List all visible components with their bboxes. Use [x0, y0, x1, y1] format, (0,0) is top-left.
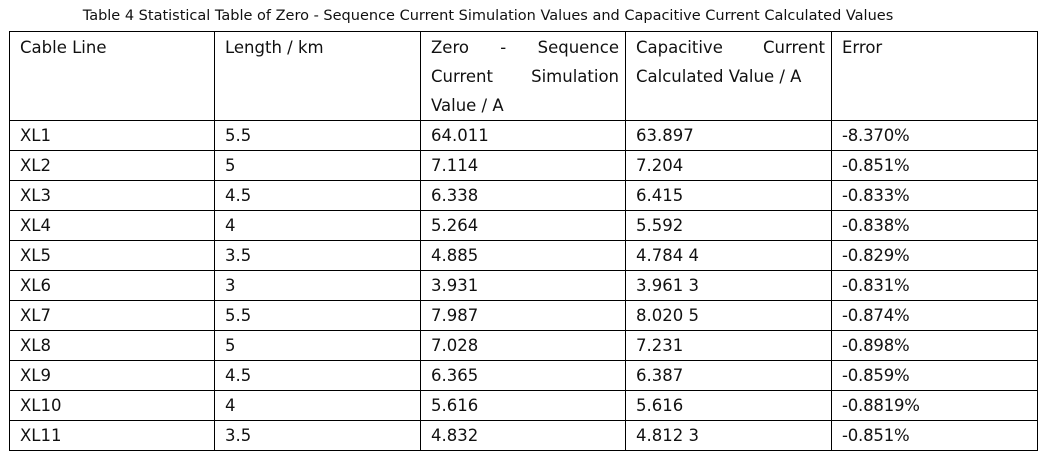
cell-calculated-value: 3.961 3: [626, 271, 832, 301]
cell-simulation-value: 5.264: [421, 211, 626, 241]
cell-cable-line: XL10: [10, 391, 215, 421]
cell-calculated-value: 8.020 5: [626, 301, 832, 331]
cell-cable-line: XL4: [10, 211, 215, 241]
cell-calculated-value: 6.415: [626, 181, 832, 211]
cell-length: 3.5: [215, 421, 421, 451]
cell-simulation-value: 6.338: [421, 181, 626, 211]
table-row: [10, 271, 1038, 301]
cell-length: 5.5: [215, 121, 421, 151]
table-body: [10, 121, 1038, 451]
cell-error: -0.831%: [832, 271, 1038, 301]
statistics-table: [9, 31, 1038, 451]
table-header-row: [10, 32, 1038, 121]
table-row: [10, 361, 1038, 391]
cell-calculated-value: 6.387: [626, 361, 832, 391]
cell-length: 5: [215, 151, 421, 181]
cell-calculated-value: 5.616: [626, 391, 832, 421]
table-row: [10, 301, 1038, 331]
cell-simulation-value: 4.885: [421, 241, 626, 271]
cell-cable-line: XL2: [10, 151, 215, 181]
cell-error: -0.833%: [832, 181, 1038, 211]
cell-calculated-value: 5.592: [626, 211, 832, 241]
table-row: [10, 421, 1038, 451]
cell-cable-line: XL9: [10, 361, 215, 391]
cell-length: 4.5: [215, 361, 421, 391]
header-capacitive-calculated: Capacitive Current Calculated Value / A: [626, 32, 832, 121]
cell-error: -0.8819%: [832, 391, 1038, 421]
header-length: Length / km: [215, 32, 421, 121]
cell-cable-line: XL7: [10, 301, 215, 331]
header-cable-line: Cable Line: [10, 32, 215, 121]
cell-length: 5.5: [215, 301, 421, 331]
cell-error: -0.851%: [832, 151, 1038, 181]
table-row: [10, 211, 1038, 241]
cell-cable-line: XL3: [10, 181, 215, 211]
cell-calculated-value: 4.812 3: [626, 421, 832, 451]
table-row: [10, 121, 1038, 151]
header-zero-sequence-simulation: Zero - Sequence Current Simulation Value / A: [421, 32, 626, 121]
table-row: [10, 391, 1038, 421]
cell-cable-line: XL5: [10, 241, 215, 271]
cell-cable-line: XL11: [10, 421, 215, 451]
cell-error: -8.370%: [832, 121, 1038, 151]
table-row: [10, 181, 1038, 211]
cell-simulation-value: 64.011: [421, 121, 626, 151]
cell-simulation-value: 7.028: [421, 331, 626, 361]
cell-simulation-value: 5.616: [421, 391, 626, 421]
table-row: [10, 241, 1038, 271]
cell-cable-line: XL8: [10, 331, 215, 361]
table-row: [10, 331, 1038, 361]
cell-length: 4: [215, 391, 421, 421]
cell-calculated-value: 4.784 4: [626, 241, 832, 271]
cell-error: -0.838%: [832, 211, 1038, 241]
cell-error: -0.874%: [832, 301, 1038, 331]
cell-error: -0.851%: [832, 421, 1038, 451]
cell-length: 3.5: [215, 241, 421, 271]
table-row: [10, 151, 1038, 181]
cell-simulation-value: 6.365: [421, 361, 626, 391]
cell-calculated-value: 63.897: [626, 121, 832, 151]
cell-calculated-value: 7.231: [626, 331, 832, 361]
cell-simulation-value: 3.931: [421, 271, 626, 301]
cell-cable-line: XL1: [10, 121, 215, 151]
cell-length: 5: [215, 331, 421, 361]
cell-error: -0.859%: [832, 361, 1038, 391]
cell-length: 3: [215, 271, 421, 301]
cell-error: -0.829%: [832, 241, 1038, 271]
cell-simulation-value: 7.987: [421, 301, 626, 331]
header-error: Error: [832, 32, 1038, 121]
cell-length: 4: [215, 211, 421, 241]
cell-error: -0.898%: [832, 331, 1038, 361]
cell-calculated-value: 7.204: [626, 151, 832, 181]
cell-length: 4.5: [215, 181, 421, 211]
table-caption: Table 4 Statistical Table of Zero - Sequence Current Simulation Values and Capacitive Current Calculated Values: [82, 8, 894, 24]
cell-simulation-value: 4.832: [421, 421, 626, 451]
cell-cable-line: XL6: [10, 271, 215, 301]
cell-simulation-value: 7.114: [421, 151, 626, 181]
